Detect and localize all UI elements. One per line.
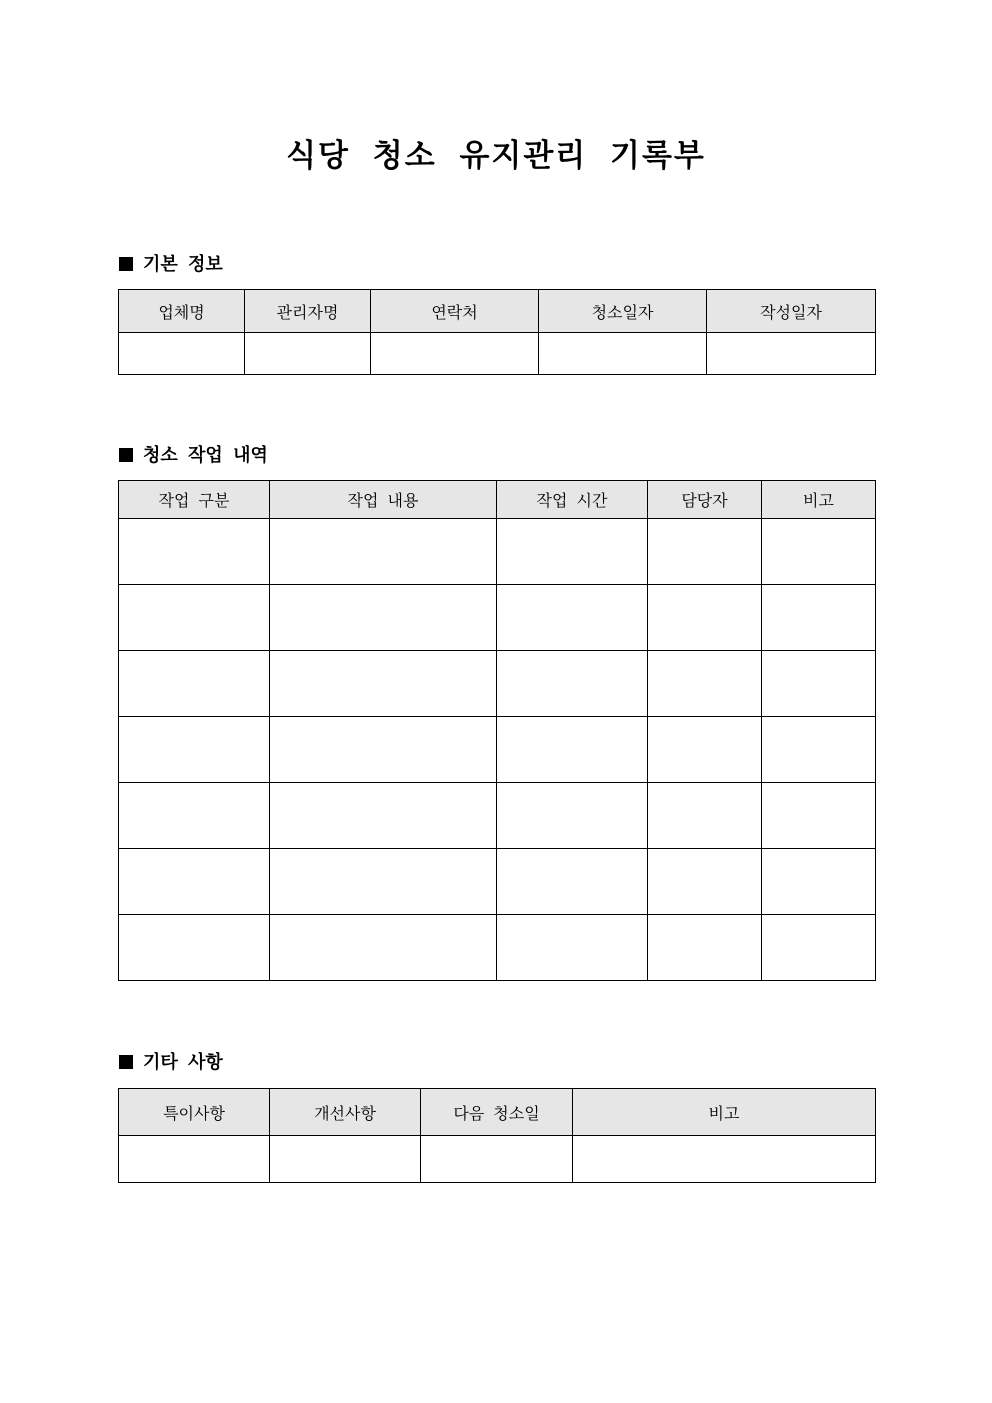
cell-remarks[interactable] xyxy=(762,519,876,585)
cell-person-in-charge[interactable] xyxy=(648,717,762,783)
section-heading-basic-info xyxy=(119,252,223,278)
cell-remarks[interactable] xyxy=(762,585,876,651)
cell-work-time[interactable] xyxy=(497,717,648,783)
cell-work-type[interactable] xyxy=(119,585,270,651)
section-heading-label: 청소 작업 내역 xyxy=(143,445,268,466)
column-header-manager-name: 관리자명 xyxy=(245,290,371,333)
cell-work-type[interactable] xyxy=(119,717,270,783)
column-header-special-notes: 특이사항 xyxy=(119,1089,270,1136)
other-notes-table xyxy=(118,1088,876,1183)
cell-special-notes[interactable] xyxy=(119,1136,270,1183)
table-row xyxy=(119,849,876,915)
column-header-improvements: 개선사항 xyxy=(270,1089,421,1136)
table-row xyxy=(119,717,876,783)
cell-work-type[interactable] xyxy=(119,849,270,915)
section-heading-work-details xyxy=(119,443,268,469)
cell-contact[interactable] xyxy=(371,333,539,375)
cell-remarks[interactable] xyxy=(762,849,876,915)
column-header-work-time: 작업 시간 xyxy=(497,481,648,519)
column-header-remarks: 비고 xyxy=(573,1089,876,1136)
table-header-row xyxy=(119,290,876,333)
cell-work-content[interactable] xyxy=(270,585,497,651)
cell-work-time[interactable] xyxy=(497,915,648,981)
column-header-company-name: 업체명 xyxy=(119,290,245,333)
cell-work-time[interactable] xyxy=(497,585,648,651)
cell-manager-name[interactable] xyxy=(245,333,371,375)
cell-work-content[interactable] xyxy=(270,519,497,585)
cell-work-type[interactable] xyxy=(119,519,270,585)
cell-next-cleaning-date[interactable] xyxy=(421,1136,573,1183)
cell-company-name[interactable] xyxy=(119,333,245,375)
column-header-contact: 연락처 xyxy=(371,290,539,333)
table-header-row xyxy=(119,481,876,519)
cell-person-in-charge[interactable] xyxy=(648,585,762,651)
cell-person-in-charge[interactable] xyxy=(648,651,762,717)
square-bullet-icon xyxy=(119,448,133,462)
column-header-remarks: 비고 xyxy=(762,481,876,519)
work-details-table xyxy=(118,480,876,981)
cell-improvements[interactable] xyxy=(270,1136,421,1183)
cell-work-time[interactable] xyxy=(497,651,648,717)
square-bullet-icon xyxy=(119,1055,133,1069)
table-row xyxy=(119,651,876,717)
cell-work-content[interactable] xyxy=(270,717,497,783)
cell-remarks[interactable] xyxy=(762,915,876,981)
section-heading-label: 기타 사항 xyxy=(143,1052,223,1073)
column-header-person-in-charge: 담당자 xyxy=(648,481,762,519)
cell-work-type[interactable] xyxy=(119,915,270,981)
table-row xyxy=(119,783,876,849)
column-header-next-cleaning-date: 다음 청소일 xyxy=(421,1089,573,1136)
cell-work-time[interactable] xyxy=(497,783,648,849)
page-title: 식당 청소 유지관리 기록부 xyxy=(286,138,706,174)
cell-work-type[interactable] xyxy=(119,783,270,849)
cell-work-type[interactable] xyxy=(119,651,270,717)
table-row xyxy=(119,1136,876,1183)
square-bullet-icon xyxy=(119,257,133,271)
cell-remarks[interactable] xyxy=(573,1136,876,1183)
cell-work-content[interactable] xyxy=(270,783,497,849)
cell-remarks[interactable] xyxy=(762,651,876,717)
cell-work-content[interactable] xyxy=(270,915,497,981)
column-header-written-date: 작성일자 xyxy=(707,290,876,333)
cell-cleaning-date[interactable] xyxy=(539,333,707,375)
cell-person-in-charge[interactable] xyxy=(648,783,762,849)
column-header-work-content: 작업 내용 xyxy=(270,481,497,519)
table-row xyxy=(119,915,876,981)
column-header-work-type: 작업 구분 xyxy=(119,481,270,519)
section-heading-other-notes xyxy=(119,1050,223,1076)
table-row xyxy=(119,519,876,585)
column-header-cleaning-date: 청소일자 xyxy=(539,290,707,333)
cell-person-in-charge[interactable] xyxy=(648,915,762,981)
cell-work-time[interactable] xyxy=(497,849,648,915)
basic-info-table xyxy=(118,289,876,375)
cell-written-date[interactable] xyxy=(707,333,876,375)
table-header-row xyxy=(119,1089,876,1136)
table-row xyxy=(119,333,876,375)
cell-work-time[interactable] xyxy=(497,519,648,585)
table-row xyxy=(119,585,876,651)
cell-person-in-charge[interactable] xyxy=(648,849,762,915)
cell-remarks[interactable] xyxy=(762,783,876,849)
cell-work-content[interactable] xyxy=(270,849,497,915)
section-heading-label: 기본 정보 xyxy=(143,254,223,275)
cell-work-content[interactable] xyxy=(270,651,497,717)
cell-person-in-charge[interactable] xyxy=(648,519,762,585)
cell-remarks[interactable] xyxy=(762,717,876,783)
